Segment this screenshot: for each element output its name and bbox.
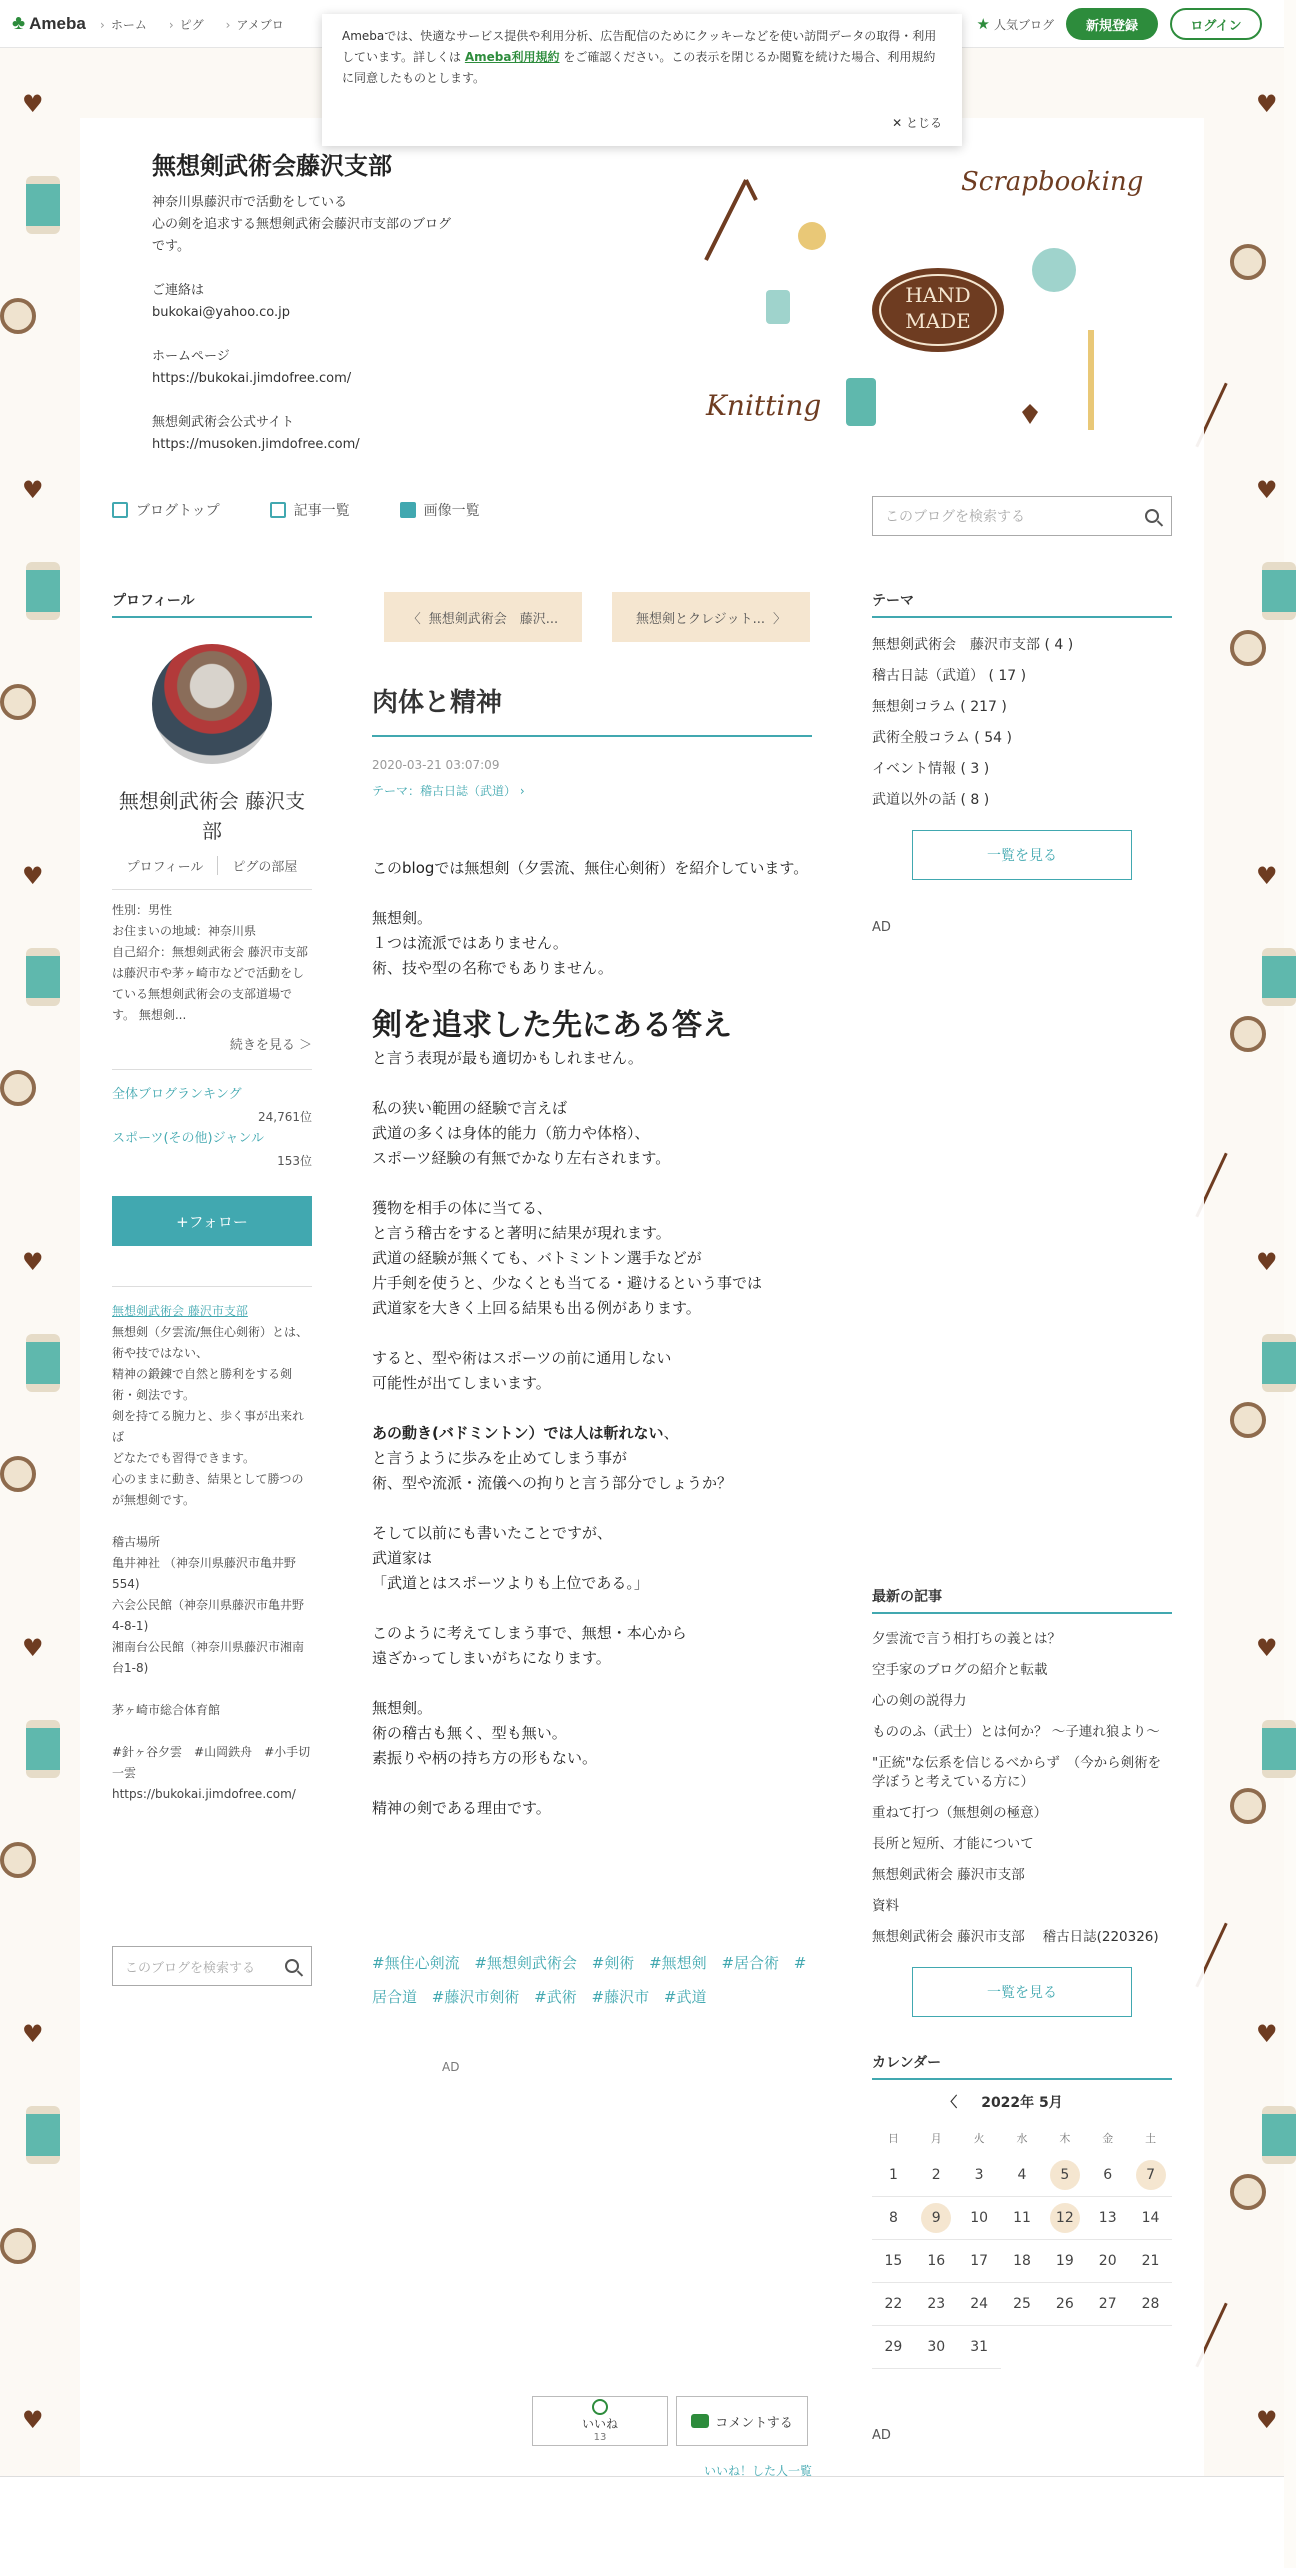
calendar-day-number: 6 xyxy=(1103,2167,1113,2183)
article-paragraph: 獲物を相手の体に当てる、 と言う稽古をすると著明に結果が現れます。 武道の経験が無くても、バトミントン選手などが 片手剣を使うと、少なくとも当てる・避けるという事では 武道家を大きく上回る結果も出る例があります。 xyxy=(372,1199,763,1317)
theme-heading: テーマ xyxy=(872,590,1172,618)
heart-decoration: ♥ xyxy=(1256,1248,1278,1276)
calendar-day xyxy=(872,2240,915,2283)
search-placeholder: このブログを検索する xyxy=(885,509,1025,525)
nav-ameblo[interactable]: › アメブロ xyxy=(226,16,284,33)
calendar-day-number: 24 xyxy=(970,2296,989,2312)
article-paragraph: と言う表現が最も適切かもしれません。 xyxy=(372,1049,643,1067)
liked-by-link[interactable]: いいね！した人一覧 xyxy=(704,2464,813,2478)
calendar-header xyxy=(872,2092,1172,2112)
button-decoration xyxy=(1230,244,1266,280)
profile-heading: プロフィール xyxy=(112,590,312,618)
calendar-day-number: 3 xyxy=(974,2167,984,2183)
calendar-day xyxy=(1001,2197,1044,2240)
search-icon[interactable] xyxy=(285,1959,299,1973)
weekday-label: 火 xyxy=(973,2132,985,2145)
comment-label: コメントする xyxy=(715,2415,793,2431)
image-list-link[interactable] xyxy=(400,500,480,520)
hashtag[interactable]: #無住心剣流 xyxy=(372,1954,460,1972)
recent-item[interactable]: 無想剣武術会 藤沢市支部 xyxy=(872,1867,1025,1883)
scrapbooking-text: Scrapbooking xyxy=(961,167,1144,197)
calendar-heading: カレンダー xyxy=(872,2052,1172,2080)
button-decoration xyxy=(1230,1016,1266,1052)
blog-title[interactable]: 無想剣武術会藤沢支部 xyxy=(152,153,392,180)
calendar-day-number: 15 xyxy=(884,2253,903,2269)
hashtag[interactable]: #藤沢市 xyxy=(591,1988,650,2006)
spool-decoration xyxy=(26,2106,60,2164)
ad-label: AD xyxy=(872,2428,891,2443)
calendar-day-number: 27 xyxy=(1098,2296,1117,2312)
freespace-body: 無想剣（夕雲流/無住心剣術）とは、術や技ではない、 精神の鍛錬で自然と勝利をする剣術・剣法です。 剣を持てる腕力と、歩く事が出来れば どなたでも習得できます。 心のままに動き、結果として勝つのが無想剣です。 稽古場所 亀井神社 （神奈川県藤沢市亀井野554) 六会公民館（神奈川県藤沢市亀井野4-8-1) 湘南台公民館（神奈川県藤沢市湘南台1-8) 茅ヶ崎市総合体育館 #針ヶ谷夕雲 #山岡鉄舟 #小手切一雲 https://bukokai.jimdofree.com/ xyxy=(112,1325,311,1801)
smile-icon xyxy=(592,2399,608,2415)
heart-decoration: ♥ xyxy=(22,2020,44,2048)
heart-decoration: ♥ xyxy=(22,1634,44,1662)
recent-item[interactable]: 資料 xyxy=(872,1898,899,1914)
calendar-day-number: 11 xyxy=(1013,2210,1031,2226)
calendar-day xyxy=(1001,2240,1044,2283)
spool-decoration xyxy=(1262,948,1296,1006)
follow-button[interactable]: +フォロー xyxy=(112,1196,312,1246)
recent-item[interactable]: "正統"な伝系を信じるべからず （今から剣術を学ぼうと考えている方に） xyxy=(872,1755,1162,1790)
recent-item[interactable]: 心の剣の説得力 xyxy=(872,1693,967,1709)
profile-name[interactable]: 無想剣武術会 藤沢支部 xyxy=(118,789,306,843)
calendar-day xyxy=(1086,2283,1129,2326)
top-actions xyxy=(977,8,1262,40)
article-heading: 剣を追求した先にある答え xyxy=(372,1008,732,1043)
spool-decoration xyxy=(26,948,60,1006)
spool-decoration xyxy=(1262,1334,1296,1392)
cookie-notice xyxy=(322,14,962,146)
top-nav xyxy=(100,16,284,33)
ameba-logo[interactable] xyxy=(12,12,86,35)
article-text: 、 と言うように歩みを止めてしまう事が 術、型や流派・流儀への拘りと言う部分でしょうか？ xyxy=(372,1424,733,1492)
recent-articles xyxy=(872,1586,1172,2017)
theme-list xyxy=(872,630,1172,816)
spool-decoration xyxy=(26,176,60,234)
button-decoration xyxy=(1230,1788,1266,1824)
weekday-label: 月 xyxy=(930,2132,942,2145)
article-list-link[interactable] xyxy=(270,500,350,520)
theme-section xyxy=(872,590,1172,880)
terms-link[interactable]: Ameba利用規約 xyxy=(464,50,560,64)
calendar-day xyxy=(915,2197,958,2240)
cookie-text-2: をご確認ください。この表示を閉じるか閲覧を続けた場合、利用規約に同意したものとします。 xyxy=(342,50,936,85)
hashtag[interactable]: #藤沢市剣術 xyxy=(431,1988,520,2006)
calendar-day-number: 23 xyxy=(927,2296,946,2312)
recent-list xyxy=(872,1624,1172,1953)
spool-decoration xyxy=(1262,562,1296,620)
profile-links xyxy=(112,856,312,875)
recent-item[interactable]: 夕雲流で言う相打ちの義とは？ xyxy=(872,1631,1061,1647)
camera-icon xyxy=(400,502,416,518)
calendar-day xyxy=(958,2326,1001,2369)
yarn-icon xyxy=(1032,248,1076,292)
heart-decoration: ♥ xyxy=(1256,862,1278,890)
calendar-day-number: 17 xyxy=(970,2253,989,2269)
calendar-day-number[interactable]: 7 xyxy=(1136,2160,1166,2190)
recent-heading: 最新の記事 xyxy=(872,1586,1172,1614)
blog-top-link[interactable] xyxy=(112,500,220,520)
badge-text-2: MADE xyxy=(905,309,971,333)
heart-decoration: ♥ xyxy=(1256,476,1278,504)
ad-label: AD xyxy=(872,920,891,935)
like-button[interactable] xyxy=(532,2396,668,2446)
calendar-day xyxy=(915,2283,958,2326)
button-decoration xyxy=(0,1842,36,1878)
profile-link[interactable]: プロフィール xyxy=(126,860,204,875)
weekday-label: 金 xyxy=(1102,2132,1114,2145)
recent-item[interactable]: 長所と短所、才能について xyxy=(872,1836,1034,1852)
button-decoration xyxy=(1230,630,1266,666)
blog-search-input[interactable] xyxy=(872,496,1172,536)
copy-icon xyxy=(270,502,286,518)
calendar-day xyxy=(1043,2240,1086,2283)
calendar-day xyxy=(1001,2283,1044,2326)
article-paragraph: 無想剣。 術の稽古も無く、型も無い。 素振りや柄の持ち方の形もない。 xyxy=(372,1699,598,1767)
calendar-day xyxy=(915,2240,958,2283)
recent-item[interactable]: 空手家のブログの紹介と転載 xyxy=(872,1662,1048,1678)
theme-item[interactable]: 武術全般コラム ( 54 ) xyxy=(872,730,1012,746)
chevron-left-icon[interactable]: 〈 xyxy=(943,2095,958,2111)
calendar-day-number: 25 xyxy=(1013,2296,1031,2312)
calendar-day-number: 8 xyxy=(888,2210,898,2226)
calendar-day xyxy=(915,2326,958,2369)
calendar xyxy=(872,2052,1172,2369)
calendar-day xyxy=(1001,2154,1044,2197)
freespace xyxy=(112,1286,312,1805)
calendar-month: 2022年 5月 xyxy=(981,2095,1063,2111)
calendar-day xyxy=(872,2154,915,2197)
calendar-day-number: 16 xyxy=(927,2253,946,2269)
hashtag[interactable]: #居合道 xyxy=(372,1954,807,2006)
blog-top-label: ブログトップ xyxy=(136,503,220,519)
popular-blogs-link[interactable] xyxy=(977,15,1054,33)
article-pager xyxy=(384,592,810,642)
calendar-day xyxy=(1086,2240,1129,2283)
article-paragraph: すると、型や術はスポーツの前に通用しない 可能性が出てしまいます。 xyxy=(372,1349,672,1392)
calendar-day-number: 28 xyxy=(1141,2296,1160,2312)
theme-item[interactable]: 無想剣武術会 藤沢市支部 ( 4 ) xyxy=(872,637,1074,653)
comment-icon xyxy=(691,2414,709,2428)
heart-decoration: ♥ xyxy=(22,862,44,890)
spool-decoration xyxy=(26,562,60,620)
like-count: 13 xyxy=(593,2432,607,2443)
theme-item[interactable]: 武道以外の話 ( 8 ) xyxy=(872,792,990,808)
knitting-text: Knitting xyxy=(706,389,822,422)
badge-text-1: HAND xyxy=(905,283,971,307)
search-icon[interactable] xyxy=(1145,509,1159,523)
blog-nav xyxy=(112,500,480,520)
weekday-label: 水 xyxy=(1016,2132,1028,2145)
rank-genre-link[interactable]: スポーツ(その他)ジャンル xyxy=(112,1131,265,1146)
ameba-logo-icon: ♣ xyxy=(12,12,26,34)
article-paragraph: 無想剣。 １つは流派ではありません。 術、技や型の名称でもありません。 xyxy=(372,909,613,977)
heart-decoration: ♥ xyxy=(22,2406,44,2434)
button-decoration xyxy=(0,1456,36,1492)
article-paragraph xyxy=(372,1421,812,1496)
freespace-link[interactable]: 無想剣武術会 藤沢市支部 xyxy=(112,1304,248,1318)
calendar-day xyxy=(1086,2154,1129,2197)
calendar-day-number: 21 xyxy=(1141,2253,1160,2269)
profile-info: 性別：男性 お住まいの地域：神奈川県 自己紹介：無想剣武術会 藤沢市支部は藤沢市や茅ヶ崎市などで活動をしている無想剣武術会の支部道場です。 無想剣... xyxy=(112,889,312,1026)
calendar-day-number: 14 xyxy=(1141,2210,1160,2226)
article-paragraph: 精神の剣である理由です。 xyxy=(372,1799,551,1817)
calendar-day xyxy=(958,2197,1001,2240)
button-icon xyxy=(798,222,826,250)
button-decoration xyxy=(0,2228,36,2264)
calendar-day-number: 19 xyxy=(1055,2253,1074,2269)
bottom-bar xyxy=(0,2476,1284,2568)
article-paragraph: 私の狭い範囲の経験で言えば 武道の多くは身体的能力（筋力や体格）、 スポーツ経験の有無でかなり左右されます。 xyxy=(372,1099,671,1167)
recent-item[interactable]: 無想剣武術会 藤沢市支部 稽古日誌(220326) xyxy=(872,1929,1159,1945)
register-button[interactable]: 新規登録 xyxy=(1066,8,1158,40)
spool-decoration xyxy=(26,1720,60,1778)
nav-home[interactable]: › ホーム xyxy=(100,16,147,33)
comment-button[interactable] xyxy=(676,2396,808,2446)
spool-decoration xyxy=(1262,1720,1296,1778)
theme-more-button[interactable]: 一覧を見る xyxy=(912,830,1132,880)
heart-decoration: ♥ xyxy=(22,476,44,504)
bold-text: あの動き(バドミントン）では人は斬れない xyxy=(372,1424,664,1442)
article-title[interactable]: 肉体と精神 xyxy=(372,682,812,737)
weekday-label: 日 xyxy=(887,2132,899,2145)
header-illustration xyxy=(696,150,1144,460)
calendar-day-number: 31 xyxy=(970,2339,989,2355)
chevron-right-icon: 〉 xyxy=(773,611,787,627)
theme-item[interactable]: イベント情報 ( 3 ) xyxy=(872,761,990,777)
hashtag[interactable]: #剣術 xyxy=(591,1954,635,1972)
theme-item[interactable]: 稽古日誌（武道） ( 17 ) xyxy=(872,668,1027,684)
scissors-icon xyxy=(706,180,756,260)
hashtag[interactable]: #武術 xyxy=(534,1988,577,2006)
profile-more-link[interactable]: 続きを見る ＞ xyxy=(229,1038,312,1053)
login-button[interactable]: ログイン xyxy=(1170,8,1262,40)
calendar-day xyxy=(1129,2197,1172,2240)
spool-decoration xyxy=(1262,2106,1296,2164)
heart-decoration: ♥ xyxy=(22,1248,44,1276)
calendar-day xyxy=(915,2154,958,2197)
recent-item[interactable]: 重ねて打つ（無想剣の極意） xyxy=(872,1805,1048,1821)
calendar-day xyxy=(872,2326,915,2369)
hashtag-list xyxy=(372,1946,812,2014)
pigg-room-link[interactable]: ピグの部屋 xyxy=(217,856,297,875)
calendar-day-number[interactable]: 5 xyxy=(1050,2160,1080,2190)
spool-icon xyxy=(846,378,876,426)
weekday-label: 土 xyxy=(1145,2132,1157,2145)
blog-description: 神奈川県藤沢市で活動をしている 心の剣を追求する無想剣武術会藤沢市支部のブログです。 ご連絡は bukokai@yahoo.co.jp ホームページ https://bukokai.jimdofree.com/ 無想剣武術会公式サイト https://musoken.jimdofree.com/ xyxy=(152,195,452,452)
article-theme-link[interactable] xyxy=(372,782,525,799)
rank-genre-value: 153位 xyxy=(277,1154,312,1168)
calendar-day-number: 30 xyxy=(927,2339,946,2355)
logo-text: Ameba xyxy=(29,13,86,33)
heart-decoration: ♥ xyxy=(1256,2020,1278,2048)
prev-article-label: 無想剣武術会 藤沢... xyxy=(428,611,559,627)
rank-all-value: 24,761位 xyxy=(258,1110,312,1124)
chevron-right-icon: › xyxy=(519,784,525,798)
prev-article-button[interactable] xyxy=(384,592,582,642)
article-date: 2020-03-21 03:07:09 xyxy=(372,758,500,772)
next-article-label: 無想剣とクレジット... xyxy=(635,611,766,627)
hashtag[interactable]: #居合術 xyxy=(721,1954,780,1972)
calendar-day xyxy=(1129,2154,1172,2197)
rank-all-link[interactable]: 全体ブログランキング xyxy=(112,1087,242,1102)
calendar-day-number: 29 xyxy=(884,2339,903,2355)
weekday-label: 木 xyxy=(1059,2132,1071,2145)
calendar-day xyxy=(1043,2283,1086,2326)
heart-decoration: ♥ xyxy=(1256,90,1278,118)
article-paragraph: このように考えてしまう事で、無想・本心から 遠ざかってしまいがちになります。 xyxy=(372,1624,687,1667)
image-list-label: 画像一覧 xyxy=(423,503,480,519)
hashtag[interactable]: #無想剣武術会 xyxy=(474,1954,577,1972)
calendar-day-number: 4 xyxy=(1017,2167,1027,2183)
chevron-left-icon: 〈 xyxy=(407,611,421,627)
ad-label: AD xyxy=(442,2060,460,2074)
calendar-day xyxy=(958,2283,1001,2326)
calendar-day xyxy=(1129,2240,1172,2283)
like-label: いいね xyxy=(581,2417,618,2431)
thimble-icon xyxy=(766,290,790,324)
theme-item[interactable]: 無想剣コラム ( 217 ) xyxy=(872,699,1007,715)
cookie-close-button[interactable] xyxy=(892,113,942,134)
calendar-grid xyxy=(872,2124,1172,2369)
ranking xyxy=(112,1069,312,1172)
heart-decoration: ♥ xyxy=(1256,1634,1278,1662)
calendar-day-number[interactable]: 12 xyxy=(1050,2203,1080,2233)
calendar-day-number: 13 xyxy=(1098,2210,1117,2226)
left-search-input[interactable] xyxy=(112,1946,312,1986)
heart-decoration: ♥ xyxy=(1256,2406,1278,2434)
button-decoration xyxy=(0,684,36,720)
star-icon: ★ xyxy=(976,15,990,33)
calendar-day xyxy=(872,2283,915,2326)
spool-decoration xyxy=(26,1334,60,1392)
left-search-placeholder: このブログを検索する xyxy=(125,1960,256,1976)
button-decoration xyxy=(0,1070,36,1106)
button-decoration xyxy=(1230,2174,1266,2210)
next-article-button[interactable] xyxy=(612,592,810,642)
hashtag[interactable]: #無想剣 xyxy=(649,1954,707,1972)
calendar-day xyxy=(958,2240,1001,2283)
calendar-day xyxy=(958,2154,1001,2197)
calendar-day-number: 20 xyxy=(1098,2253,1117,2269)
pencil-icon xyxy=(1088,330,1094,430)
close-icon: ✕ xyxy=(892,116,903,130)
calendar-day-number: 2 xyxy=(931,2167,941,2183)
calendar-day-number: 10 xyxy=(970,2210,989,2226)
calendar-day xyxy=(1086,2197,1129,2240)
popular-label: 人気ブログ xyxy=(993,17,1054,32)
calendar-day-number[interactable]: 9 xyxy=(921,2203,951,2233)
recent-item[interactable]: もののふ（武士）とは何か？ ～子連れ狼より～ xyxy=(872,1724,1160,1740)
hashtag[interactable]: #武道 xyxy=(663,1988,707,2006)
calendar-day xyxy=(1043,2197,1086,2240)
calendar-day xyxy=(872,2197,915,2240)
cookie-text: Amebaでは、快適なサービス提供や利用分析、広告配信のためにクッキーなどを使い訪問データの取得・利用しています。詳しくは xyxy=(342,29,937,64)
recent-more-button[interactable]: 一覧を見る xyxy=(912,1967,1132,2017)
calendar-day-number: 18 xyxy=(1013,2253,1031,2269)
article-paragraph: そして以前にも書いたことですが、 武道家は 「武道とはスポーツよりも上位である。」 xyxy=(372,1524,649,1592)
heart-icon xyxy=(1022,404,1038,424)
calendar-day-number: 22 xyxy=(884,2296,903,2312)
article-body xyxy=(372,856,812,1846)
article-list-label: 記事一覧 xyxy=(293,503,350,519)
theme-label: テーマ：稽古日誌（武道） xyxy=(372,784,517,798)
calendar-day xyxy=(1129,2283,1172,2326)
profile-column xyxy=(112,590,312,1805)
document-icon xyxy=(112,502,128,518)
article-paragraph: このblogでは無想剣（夕雲流、無住心剣術）を紹介しています。 xyxy=(372,859,809,877)
button-decoration xyxy=(0,298,36,334)
heart-decoration: ♥ xyxy=(22,90,44,118)
nav-pigg[interactable]: › ピグ xyxy=(169,16,204,33)
calendar-day-number: 26 xyxy=(1055,2296,1074,2312)
calendar-day xyxy=(1043,2154,1086,2197)
button-decoration xyxy=(1230,1402,1266,1438)
close-label: とじる xyxy=(905,116,942,130)
avatar[interactable] xyxy=(152,644,272,764)
calendar-day-number: 1 xyxy=(888,2167,898,2183)
